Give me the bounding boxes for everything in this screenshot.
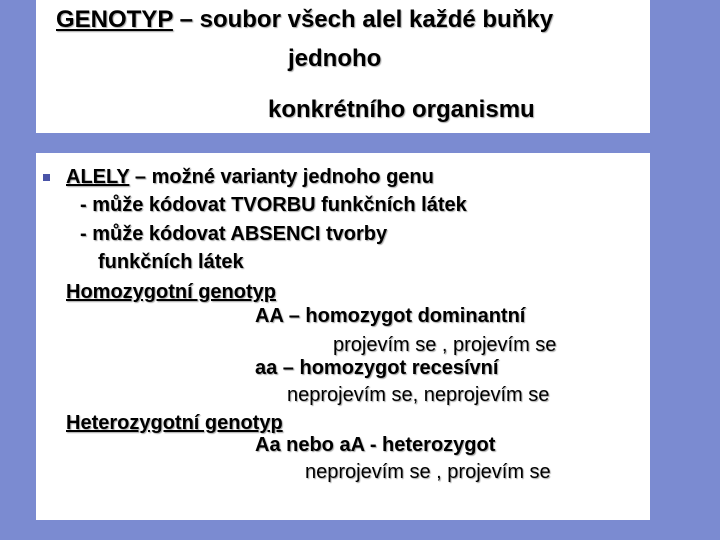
aa-recessive-line: aa – homozygot recesívní bbox=[255, 357, 499, 379]
alely-label: ALELY bbox=[66, 166, 130, 188]
aa-dominant-line: AA – homozygot dominantní bbox=[255, 305, 526, 327]
title-definition: – soubor všech alel každé buňky bbox=[172, 6, 554, 33]
alely-line bbox=[66, 166, 434, 189]
title-line-3: konkrétního organismu bbox=[268, 96, 535, 123]
aa-recessive-description: neprojevím se, neprojevím se bbox=[287, 384, 550, 406]
funkcnich-line: funkčních látek bbox=[98, 251, 244, 273]
title-line-1 bbox=[56, 6, 553, 34]
heterozygot-description: neprojevím se , projevím se bbox=[305, 461, 551, 483]
heterozygot-line: Aa nebo aA - heterozygot bbox=[255, 434, 496, 456]
tvorbu-line: - může kódovat TVORBU funkčních látek bbox=[80, 194, 467, 216]
absenci-line: - může kódovat ABSENCI tvorby bbox=[80, 223, 388, 245]
square-bullet-icon bbox=[43, 174, 50, 181]
alely-definition: – možné varianty jednoho genu bbox=[129, 166, 434, 188]
title-line-2: jednoho bbox=[288, 45, 382, 72]
homozygotni-heading: Homozygotní genotyp bbox=[66, 281, 276, 303]
title-genotyp: GENOTYP bbox=[56, 6, 173, 33]
heterozygotni-heading: Heterozygotní genotyp bbox=[66, 412, 283, 434]
aa-dominant-description: projevím se , projevím se bbox=[333, 334, 557, 356]
